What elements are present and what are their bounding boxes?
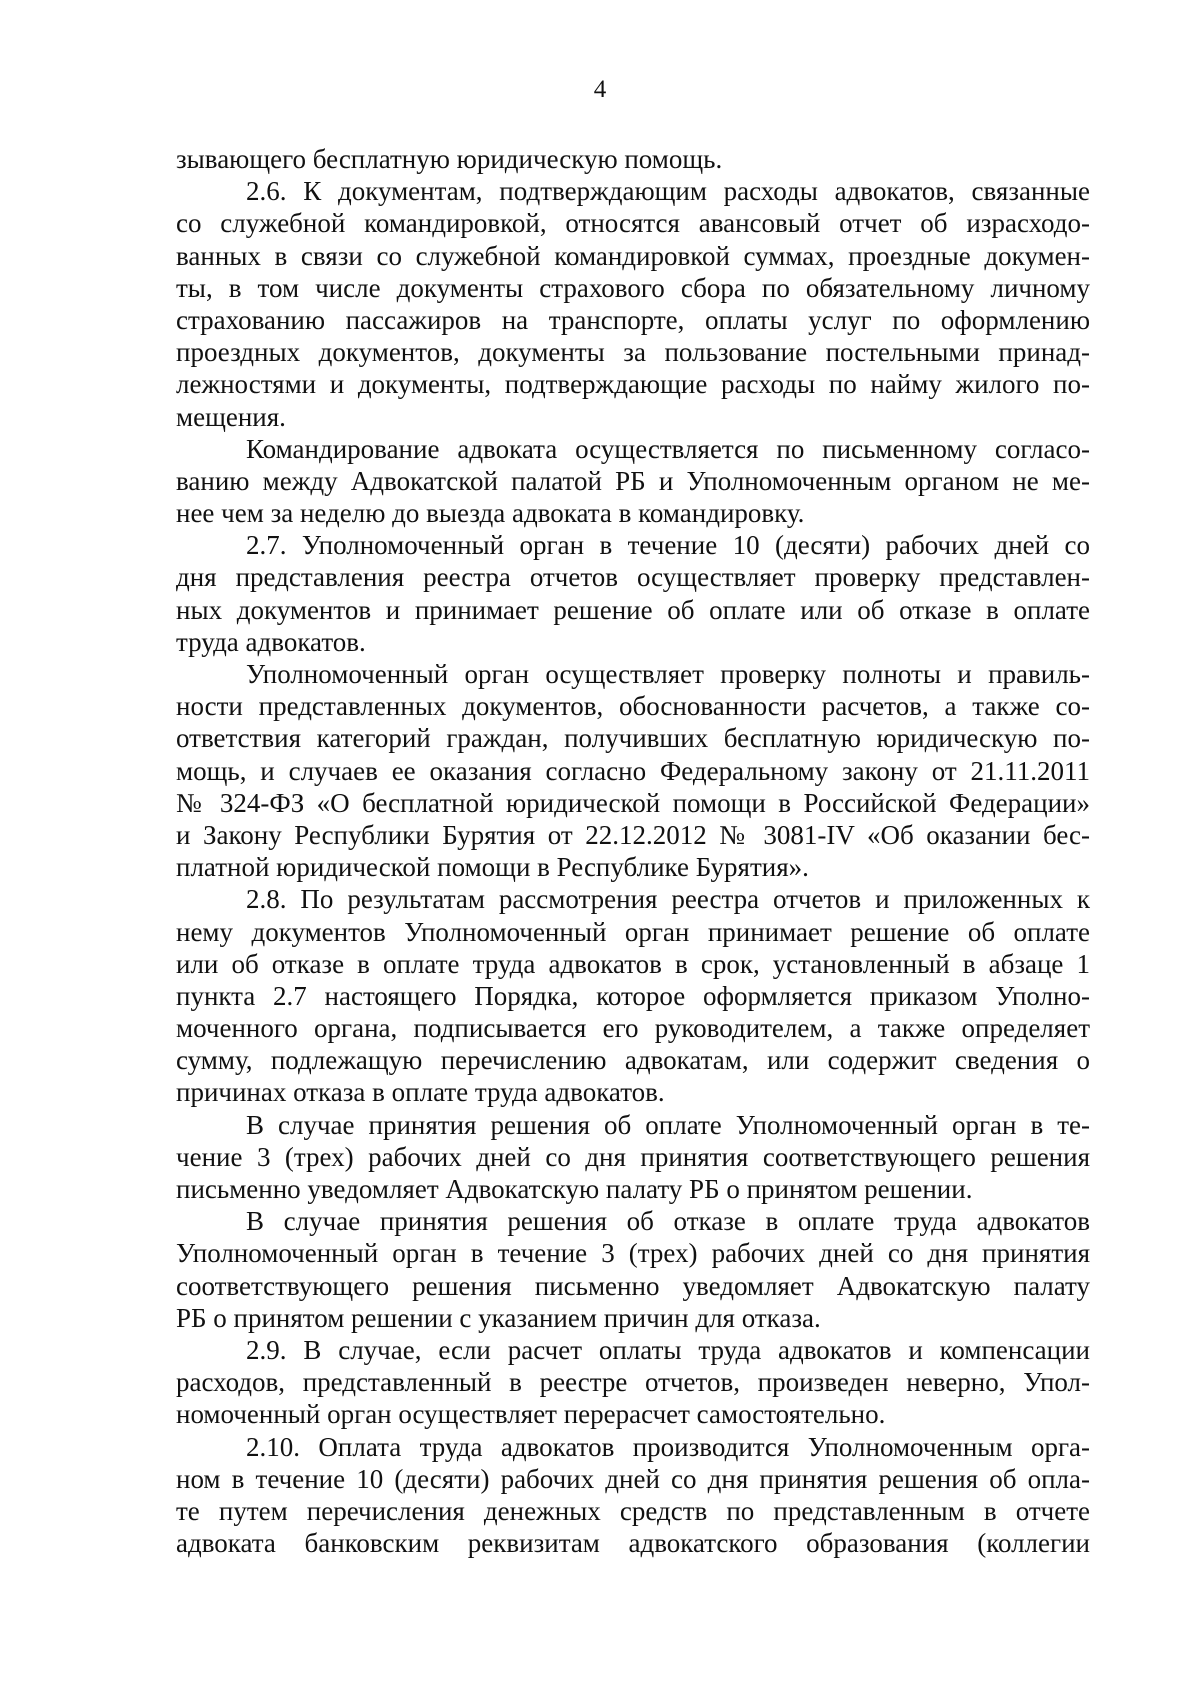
document-body bbox=[176, 143, 1090, 1559]
text-line: ных документов и принимает решение об оплате или об отказе в оплате bbox=[176, 594, 1090, 625]
paragraph-first-line: 2.8. По результатам рассмотрения реестра отчетов и приложенных к bbox=[246, 884, 1090, 915]
text-line: ном в течение 10 (десяти) рабочих дней со дня принятия решения об опла- bbox=[176, 1463, 1090, 1494]
text-line: ванных в связи со служебной командировкой суммах, проездные докумен- bbox=[176, 240, 1090, 271]
text-line: сумму, подлежащую перечислению адвокатам, или содержит сведения о bbox=[176, 1045, 1090, 1076]
paragraph-first-line: 2.9. В случае, если расчет оплаты труда адвокатов и компенсации bbox=[246, 1334, 1090, 1365]
text-line: мещения. bbox=[176, 401, 286, 432]
text-line: чение 3 (трех) рабочих дней со дня принятия соответствующего решения bbox=[176, 1141, 1090, 1172]
text-line: соответствующего решения письменно уведомляет Адвокатскую палату bbox=[176, 1270, 1090, 1301]
text-line: адвоката банковским реквизитам адвокатского образования (коллегии bbox=[176, 1528, 1090, 1559]
paragraph-first-line: Командирование адвоката осуществляется по письменному согласо- bbox=[246, 433, 1090, 464]
text-line: и Закону Республики Бурятия от 22.12.2012 № 3081-IV «Об оказании бес- bbox=[176, 819, 1090, 850]
text-line: причинах отказа в оплате труда адвокатов. bbox=[176, 1077, 665, 1108]
text-line: № 324-ФЗ «О бесплатной юридической помощи в Российской Федерации» bbox=[176, 787, 1090, 818]
text-line: номоченный орган осуществляет перерасчет самостоятельно. bbox=[176, 1399, 886, 1430]
text-line: нее чем за неделю до выезда адвоката в командировку. bbox=[176, 498, 805, 529]
paragraph-first-line: В случае принятия решения об оплате Уполномоченный орган в те- bbox=[246, 1109, 1090, 1140]
text-line: лежностями и документы, подтверждающие расходы по найму жилого по- bbox=[176, 369, 1090, 400]
text-line: страхованию пассажиров на транспорте, оплаты услуг по оформлению bbox=[176, 304, 1090, 335]
paragraph-first-line: Уполномоченный орган осуществляет проверку полноты и правиль- bbox=[246, 659, 1090, 689]
text-line: проездных документов, документы за пользование постельными принад- bbox=[176, 337, 1090, 368]
text-line: моченного органа, подписывается его руководителем, а также определяет bbox=[176, 1013, 1090, 1044]
text-line: ванию между Адвокатской палатой РБ и Уполномоченным органом не ме- bbox=[176, 465, 1090, 496]
text-line: ты, в том числе документы страхового сбора по обязательному личному bbox=[176, 272, 1090, 303]
text-line: зывающего бесплатную юридическую помощь. bbox=[176, 144, 723, 174]
text-line: или об отказе в оплате труда адвокатов в срок, установленный в абзаце 1 bbox=[176, 948, 1090, 979]
page-number: 4 bbox=[593, 76, 607, 103]
text-line: письменно уведомляет Адвокатскую палату РБ о принятом решении. bbox=[176, 1174, 973, 1204]
paragraph-first-line: 2.10. Оплата труда адвокатов производится Уполномоченным орга- bbox=[246, 1431, 1090, 1462]
text-line: дня представления реестра отчетов осуществляет проверку представлен- bbox=[176, 562, 1090, 593]
text-line: ности представленных документов, обоснованности расчетов, а также со- bbox=[176, 691, 1090, 722]
text-line: труда адвокатов. bbox=[176, 626, 366, 657]
text-line: ответствия категорий граждан, получивших бесплатную юридическую по- bbox=[176, 723, 1090, 754]
paragraph-first-line: 2.6. К документам, подтверждающим расходы адвокатов, связанные bbox=[246, 176, 1090, 207]
text-line: РБ о принятом решении с указанием причин для отказа. bbox=[176, 1302, 821, 1333]
text-line: со служебной командировкой, относятся авансовый отчет об израсходо- bbox=[176, 208, 1090, 239]
text-line: расходов, представленный в реестре отчетов, произведен неверно, Упол- bbox=[176, 1367, 1090, 1398]
text-line: нему документов Уполномоченный орган принимает решение об оплате bbox=[176, 916, 1090, 947]
text-line: платной юридической помощи в Республике Бурятия». bbox=[176, 852, 809, 883]
text-line: мощь, и случаев ее оказания согласно Федеральному закону от 21.11.2011 bbox=[176, 755, 1090, 786]
text-line: Уполномоченный орган в течение 3 (трех) рабочих дней со дня принятия bbox=[176, 1238, 1090, 1269]
paragraph-first-line: В случае принятия решения об отказе в оплате труда адвокатов bbox=[246, 1206, 1090, 1237]
text-line: те путем перечисления денежных средств по представленным в отчете bbox=[176, 1495, 1090, 1526]
paragraph-first-line: 2.7. Уполномоченный орган в течение 10 (десяти) рабочих дней со bbox=[246, 530, 1090, 561]
text-line: пункта 2.7 настоящего Порядка, которое оформляется приказом Уполно- bbox=[176, 980, 1090, 1011]
